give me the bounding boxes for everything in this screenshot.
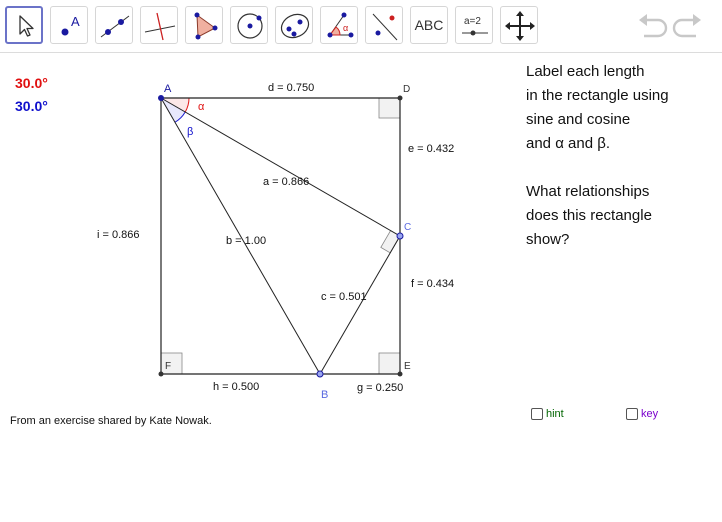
angle-icon	[321, 7, 359, 45]
ellipse-tool-button[interactable]	[275, 6, 313, 44]
point-tool-label: A	[71, 14, 80, 29]
segment-b-label: b = 1.00	[226, 235, 267, 247]
point-c-label: C	[404, 222, 412, 233]
segment-g-label: g = 0.250	[357, 382, 404, 394]
right-angle-marker-d	[379, 98, 400, 118]
question-line: does this rectangle	[526, 207, 652, 224]
hint-checkbox-box[interactable]	[531, 408, 543, 420]
right-angle-marker-e	[379, 353, 400, 374]
point-e[interactable]	[398, 372, 403, 377]
perpendicular-line-tool-button[interactable]	[140, 6, 178, 44]
cursor-arrow-icon	[7, 8, 43, 44]
instruction-line: sine and cosine	[526, 111, 631, 128]
instruction-line: and α and β.	[526, 135, 611, 152]
polygon-tool-button[interactable]	[185, 6, 223, 44]
point-c[interactable]	[397, 233, 403, 239]
toolbar	[0, 0, 722, 53]
beta-symbol: β	[187, 126, 194, 138]
segment-i-label: i = 0.866	[97, 229, 140, 241]
point-tool-button[interactable]	[50, 6, 88, 44]
reflect-tool-button[interactable]	[365, 6, 403, 44]
question-line: show?	[526, 231, 570, 248]
alpha-value-text: 30.0°	[15, 75, 48, 91]
line-through-points-icon	[96, 7, 134, 45]
undo-icon[interactable]	[636, 12, 668, 40]
text-tool-button[interactable]	[410, 6, 448, 44]
line-tool-button[interactable]	[95, 6, 133, 44]
text-tool-label: ABC	[414, 17, 444, 33]
slider-tool-label: a=2	[464, 16, 481, 27]
segment-f-label: f = 0.434	[411, 278, 455, 290]
point-b[interactable]	[317, 371, 323, 377]
point-a-label: A	[164, 83, 172, 95]
point-a[interactable]	[158, 95, 164, 101]
angle-tool-button[interactable]	[320, 6, 358, 44]
key-checkbox-label[interactable]: key	[641, 408, 659, 420]
question-line: What relationships	[526, 183, 650, 200]
point-icon	[51, 7, 89, 45]
point-d[interactable]	[398, 96, 403, 101]
instruction-line: Label each length	[526, 63, 645, 80]
move-graphics-view-tool-button[interactable]	[500, 6, 538, 44]
move-arrows-icon	[501, 7, 539, 45]
point-b-label: B	[321, 389, 329, 401]
move-tool-button[interactable]	[5, 6, 43, 44]
segment-d-label: d = 0.750	[268, 82, 315, 94]
segment-a-label: a = 0.866	[263, 176, 310, 188]
angle-tool-label: α	[343, 23, 349, 33]
credit-text: From an exercise shared by Kate Nowak.	[10, 415, 212, 427]
key-checkbox-box[interactable]	[626, 408, 638, 420]
perpendicular-line-icon	[141, 7, 179, 45]
triangle-polygon-icon	[186, 7, 224, 45]
slider-tool-button[interactable]	[455, 6, 493, 44]
slider-icon	[456, 7, 494, 45]
reflect-about-line-icon	[366, 7, 404, 45]
segment-h-label: h = 0.500	[213, 381, 260, 393]
beta-value-text: 30.0°	[15, 98, 48, 114]
circle-tool-button[interactable]	[230, 6, 268, 44]
circle-center-point-icon	[231, 7, 269, 45]
point-f[interactable]	[159, 372, 164, 377]
instructions-text	[526, 60, 716, 252]
instruction-line: in the rectangle using	[526, 87, 669, 104]
key-checkbox[interactable]	[626, 406, 658, 422]
segment-e-label: e = 0.432	[408, 143, 455, 155]
point-f-label: F	[165, 361, 172, 372]
hint-checkbox[interactable]	[531, 406, 564, 422]
point-d-label: D	[403, 84, 411, 95]
alpha-symbol: α	[198, 101, 205, 113]
hint-checkbox-label[interactable]: hint	[546, 408, 564, 420]
redo-icon[interactable]	[672, 12, 704, 40]
segment-a[interactable]	[161, 98, 400, 236]
ellipse-icon	[276, 7, 314, 45]
segment-c-label: c = 0.501	[321, 291, 367, 303]
point-e-label: E	[404, 361, 411, 372]
